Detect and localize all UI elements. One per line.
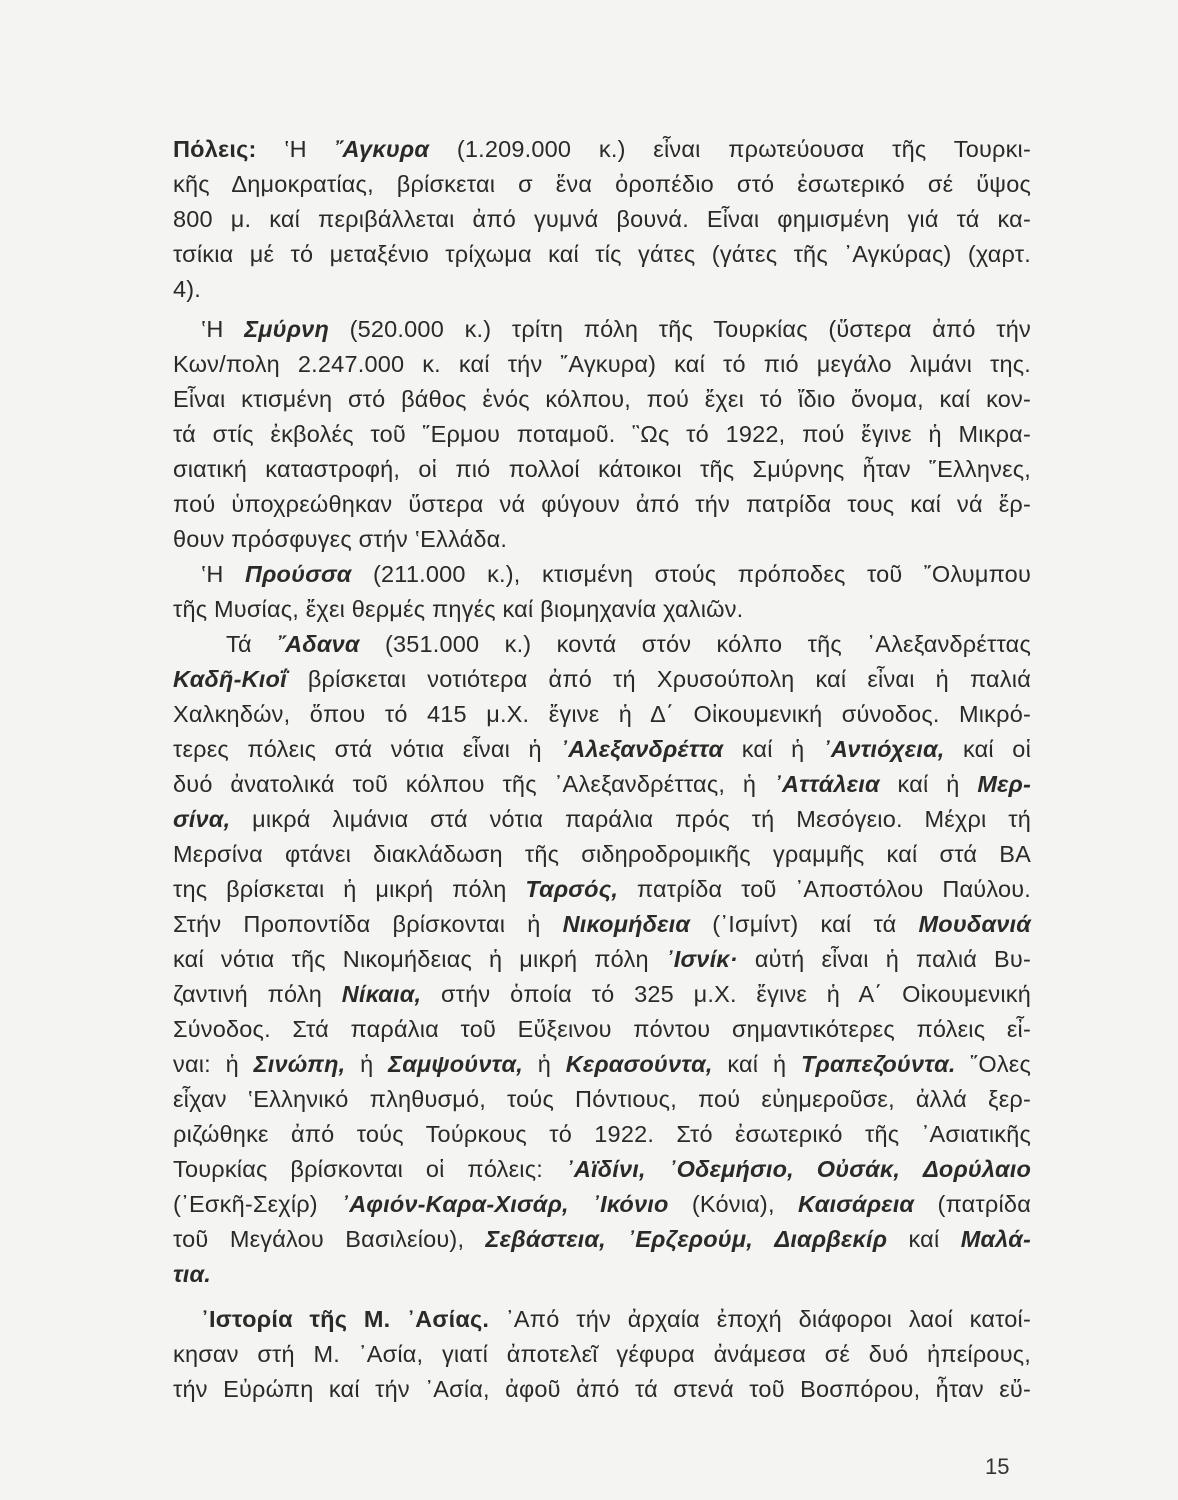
- text-span: τοῦ Μεγάλου Βασιλείου),: [173, 1226, 486, 1252]
- text-span: Τά: [226, 631, 278, 657]
- text-line: [173, 419, 1031, 449]
- text-line: [173, 699, 1031, 729]
- text-line: [173, 169, 1031, 199]
- text-span: βρίσκεται νοτιότερα ἀπό τή Χρυσούπολη καί εἶναι ἡ παλιά: [286, 666, 1031, 692]
- place-name: ᾽Αλεξανδρέττα: [560, 736, 724, 762]
- text-span: ἡ: [345, 1051, 389, 1077]
- text-span: τῆς Μυσίας, ἔχει θερμές πηγές καί βιομηχανία χαλιῶν.: [173, 596, 744, 622]
- text-span: πού ὑποχρεώθηκαν ὕστερα νά φύγουν ἀπό τήν πατρίδα τους καί νά ἔρ-: [173, 491, 1031, 517]
- text-span: 4).: [173, 276, 202, 302]
- text-span: Χαλκηδών, ὅπου τό 415 μ.Χ. ἔγινε ἡ Δ΄ Οἰκουμενική σύνοδος. Μικρό-: [173, 701, 1031, 727]
- text-line: [173, 349, 1031, 379]
- place-name: Μερ-: [977, 771, 1031, 797]
- text-line: [173, 204, 1031, 234]
- text-span: τσίκια μέ τό μεταξένιο τρίχωμα καί τίς γάτες (γάτες τῆς ᾽Αγκύρας) (χαρτ.: [173, 241, 1031, 267]
- place-name: Νικομήδεια: [562, 911, 691, 937]
- place-name: ᾽Αϊδίνι,: [565, 1156, 646, 1182]
- text-span: (᾽Ισμίντ) καί τά: [690, 911, 919, 937]
- text-span: (πατρίδα: [914, 1191, 1031, 1217]
- text-span: Στήν Προποντίδα βρίσκονται ἡ: [173, 911, 563, 937]
- text-span: πατρίδα τοῦ ᾽Αποστόλου Παύλου.: [618, 876, 1031, 902]
- text-span: καί οἱ: [944, 736, 1031, 762]
- text-span: (᾽Εσκῆ-Σεχίρ): [173, 1191, 342, 1217]
- text-span: (Κόνια),: [668, 1191, 799, 1217]
- section-heading: Πόλεις:: [173, 136, 257, 162]
- text-span: αὐτή εἶναι ἡ παλιά Βυ-: [737, 946, 1032, 972]
- text-line: [173, 1119, 1031, 1149]
- text-line: [173, 1014, 1031, 1044]
- text-line: [173, 804, 1031, 834]
- place-name: Μουδανιά: [918, 911, 1032, 937]
- text-line: [173, 1154, 1031, 1184]
- text-span: (1.209.000 κ.) εἶναι πρωτεύουσα τῆς Τουρκι-: [429, 136, 1031, 162]
- text-line: [173, 594, 1031, 624]
- place-name: ᾽Ισνίκ·: [665, 946, 738, 972]
- place-name: Μαλά-: [960, 1226, 1032, 1252]
- text-line: [173, 1259, 1031, 1289]
- text-span: Μερσίνα φτάνει διακλάδωση τῆς σιδηροδρομικῆς γραμμῆς καί στά ΒΑ: [173, 841, 1031, 867]
- text-line: [173, 664, 1031, 694]
- text-line: [173, 734, 1031, 764]
- text-line: [173, 1339, 1031, 1369]
- text-line: [173, 524, 1031, 554]
- place-name: ῎Αδανα: [277, 631, 360, 657]
- text-span: Εἶναι κτισμένη στό βάθος ἑνός κόλπου, πού ἔχει τό ἴδιο ὄνομα, καί κον-: [173, 386, 1031, 412]
- text-span: [646, 1156, 669, 1182]
- text-span: Τουρκίας βρίσκονται οἱ πόλεις:: [173, 1156, 566, 1182]
- text-span: ῞Ολες: [955, 1051, 1031, 1077]
- text-span: Σύνοδος. Στά παράλια τοῦ Εὔξεινου πόντου σημαντικότερες πόλεις εἶ-: [173, 1016, 1031, 1042]
- place-name: Ταρσός,: [525, 876, 619, 902]
- place-name: Καισάρεια: [798, 1191, 915, 1217]
- place-name: ᾽Ικόνιο: [592, 1191, 669, 1217]
- place-name: ῎Αγκυρα: [334, 136, 430, 162]
- text-line: [173, 979, 1031, 1009]
- place-name: ᾽Οδεμήσιο,: [668, 1156, 794, 1182]
- place-name: Δορύλαιο: [922, 1156, 1032, 1182]
- text-line: [173, 769, 1031, 799]
- place-name: ᾽Αττάλεια: [773, 771, 880, 797]
- text-line: [173, 1084, 1031, 1114]
- place-name: Νίκαια,: [341, 981, 422, 1007]
- text-span: καί ἡ: [723, 736, 823, 762]
- text-span: 800 μ. καί περιβάλλεται ἀπό γυμνά βουνά. Εἶναι φημισμένη γιά τά κα-: [173, 206, 1031, 232]
- text-line: [173, 274, 1031, 304]
- page-number: 15: [985, 1454, 1010, 1479]
- text-span: ‛Η: [256, 136, 335, 162]
- text-span: ᾽Από τήν ἀρχαία ἐποχή διάφοροι λαοί κατοί-: [489, 1306, 1031, 1332]
- text-span: (211.000 κ.), κτισμένη στούς πρόποδες τοῦ ῎Ολυμπου: [351, 561, 1031, 587]
- text-span: στήν ὁποία τό 325 μ.Χ. ἔγινε ἡ Α΄ Οἰκουμενική: [421, 981, 1031, 1007]
- text-span: σιατική καταστροφή, οἱ πιό πολλοί κάτοικοι τῆς Σμύρνης ἦταν ῞Ελληνες,: [173, 456, 1031, 482]
- text-line: [173, 944, 1031, 974]
- place-name: Οὐσάκ,: [816, 1156, 901, 1182]
- text-span: μικρά λιμάνια στά νότια παράλια πρός τή Μεσόγειο. Μέχρι τή: [230, 806, 1031, 832]
- place-name: τια.: [173, 1261, 212, 1287]
- place-name: Σμύρνη: [244, 316, 329, 342]
- text-span: κῆς Δημοκρατίας, βρίσκεται σ ἕνα ὀροπέδιο στό ἐσωτερικό σέ ὕψος: [173, 171, 1031, 197]
- text-span: [606, 1226, 627, 1252]
- place-name: Καδῆ-Κιοΐ: [173, 666, 287, 692]
- text-line: [173, 1049, 1031, 1079]
- text-span: καί ἡ: [879, 771, 978, 797]
- text-line: [173, 1374, 1031, 1404]
- text-line: [173, 454, 1031, 484]
- text-span: (351.000 κ.) κοντά στόν κόλπο τῆς ᾽Αλεξανδρέττας: [359, 631, 1031, 657]
- text-span: [753, 1226, 774, 1252]
- place-name: Κερασούντα,: [565, 1051, 713, 1077]
- place-name: σίνα,: [173, 806, 231, 832]
- text-span: ‛Η: [201, 316, 245, 342]
- text-line: [173, 1189, 1031, 1219]
- text-line: [173, 384, 1031, 414]
- text-span: κησαν στή Μ. ᾽Ασία, γιατί ἀποτελεῖ γέφυρα ἀνάμεσα σέ δυό ἠπείρους,: [173, 1341, 1031, 1367]
- place-name: Τραπεζούντα.: [801, 1051, 956, 1077]
- place-name: Σαμψούντα,: [388, 1051, 523, 1077]
- text-span: εἶχαν ‛Ελληνικό πληθυσμό, τούς Πόντιους, πού εὐημεροῦσε, ἀλλά ξερ-: [173, 1086, 1031, 1112]
- text-line: [226, 629, 1031, 659]
- text-line: [173, 489, 1031, 519]
- place-name: Διαρβεκίρ: [774, 1226, 888, 1252]
- text-span: καί: [887, 1226, 961, 1252]
- text-span: τά στίς ἐκβολές τοῦ ῞Ερμου ποταμοῦ. ῝Ως τό 1922, πού ἔγινε ἡ Μικρα-: [173, 421, 1031, 447]
- text-span: (520.000 κ.) τρίτη πόλη τῆς Τουρκίας (ὕστερα ἀπό τήν: [329, 316, 1032, 342]
- text-line: [173, 1224, 1031, 1254]
- text-span: [900, 1156, 923, 1182]
- place-name: ᾽Αντιόχεια,: [822, 736, 945, 762]
- text-span: ριζώθηκε ἀπό τούς Τούρκους τό 1922. Στό ἐσωτερικό τῆς ᾽Ασιατικῆς: [173, 1121, 1031, 1147]
- text-span: ἡ: [522, 1051, 566, 1077]
- text-line: [173, 134, 1031, 164]
- section-heading: ᾽Ιστορία τῆς Μ. ᾽Ασίας.: [201, 1306, 490, 1332]
- text-span: ναι: ἡ: [173, 1051, 254, 1077]
- text-span: ζαντινή πόλη: [173, 981, 342, 1007]
- text-line: [173, 839, 1031, 869]
- text-span: [794, 1156, 817, 1182]
- text-span: καί ἡ: [712, 1051, 801, 1077]
- text-line: [173, 239, 1031, 269]
- place-name: ᾽Αφιόν-Καρα-Χισάρ,: [341, 1191, 569, 1217]
- place-name: Σινώπη,: [253, 1051, 346, 1077]
- text-line: [201, 314, 1031, 344]
- text-span: Κων/πολη 2.247.000 κ. καί τήν ῎Αγκυρα) καί τό πιό μεγάλο λιμάνι της.: [173, 351, 1031, 377]
- place-name: Προύσσα: [245, 561, 352, 587]
- place-name: ᾽Ερζερούμ,: [627, 1226, 753, 1252]
- text-span: θουν πρόσφυγες στήν ‛Ελλάδα.: [173, 526, 508, 552]
- text-span: δυό ἀνατολικά τοῦ κόλπου τῆς ᾽Αλεξανδρέττας, ἡ: [173, 771, 774, 797]
- text-span: τερες πόλεις στά νότια εἶναι ἡ: [173, 736, 561, 762]
- text-line: [173, 909, 1031, 939]
- place-name: Σεβάστεια,: [485, 1226, 606, 1252]
- text-span: ‛Η: [201, 561, 246, 587]
- text-span: [569, 1191, 592, 1217]
- text-line: [201, 559, 1031, 589]
- text-line: [173, 874, 1031, 904]
- text-span: καί νότια τῆς Νικομήδειας ἡ μικρή πόλη: [173, 946, 666, 972]
- text-span: της βρίσκεται ἡ μικρή πόλη: [173, 876, 526, 902]
- text-span: τήν Εὐρώπη καί τήν ᾽Ασία, ἀφοῦ ἀπό τά στενά τοῦ Βοσπόρου, ἦταν εὔ-: [173, 1376, 1031, 1402]
- text-line: [201, 1304, 1031, 1334]
